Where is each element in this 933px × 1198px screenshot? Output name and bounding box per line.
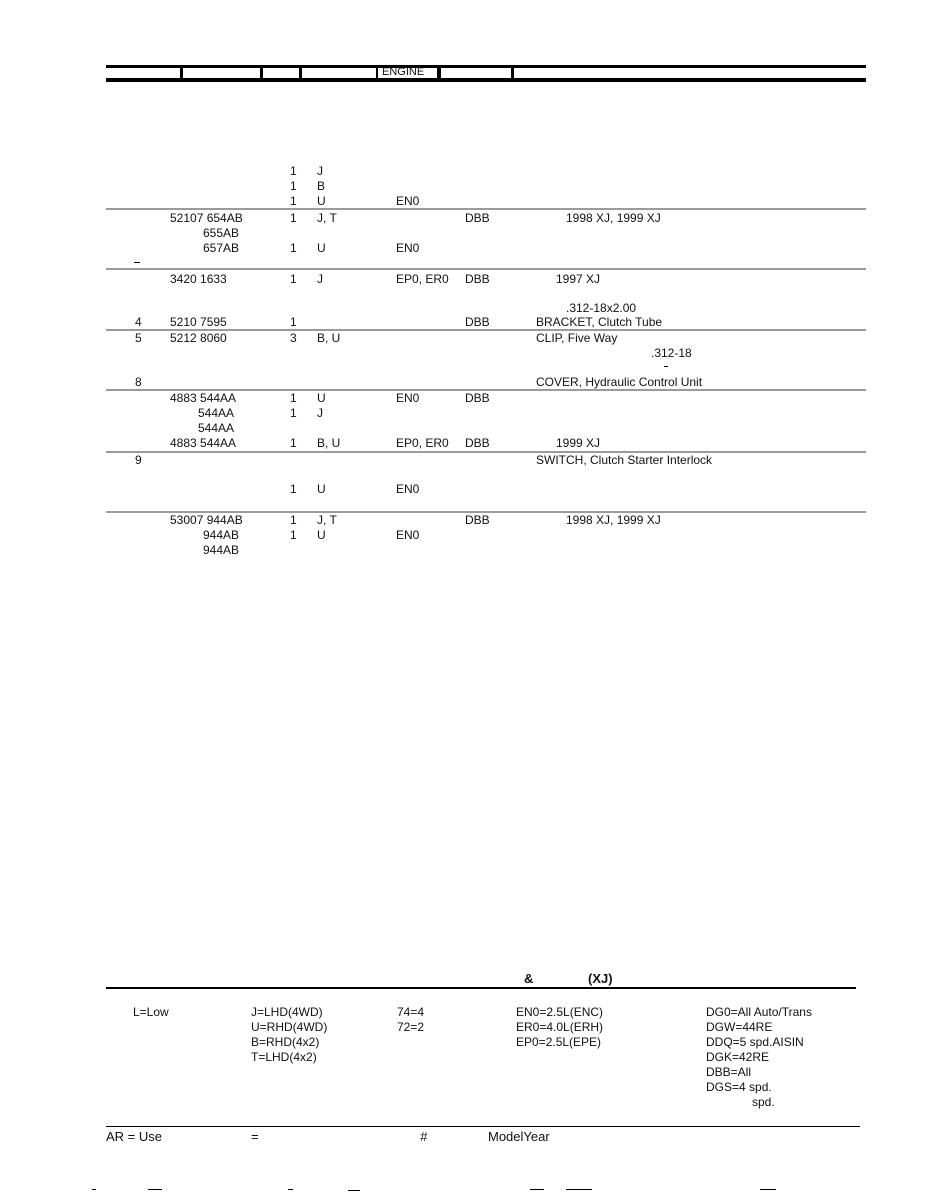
row-separator <box>106 268 866 270</box>
legend-code: DDQ=5 spd.AISIN <box>706 1035 804 1049</box>
legend-code: J=LHD(4WD) <box>251 1005 323 1019</box>
legend-code: 74=4 <box>397 1005 425 1019</box>
model-cell: J <box>317 272 323 286</box>
engine-cell: EN0 <box>396 194 420 208</box>
scan-mark <box>134 262 140 263</box>
model-cell: U <box>317 482 326 496</box>
part-number-cell: 944AB <box>203 528 240 542</box>
description-cell: .312-18 <box>651 346 692 360</box>
qty-cell: 1 <box>290 315 297 329</box>
legend-code: EP0=2.5L(EPE) <box>516 1035 602 1049</box>
model-cell: B, U <box>317 331 341 345</box>
part-number-cell: 3420 1633 <box>170 272 227 286</box>
note-cell: 1998 XJ, 1999 XJ <box>566 211 661 225</box>
qty-cell: 1 <box>290 179 297 193</box>
legend-code: U=RHD(4WD) <box>251 1020 328 1034</box>
note-cell: 1997 XJ <box>556 272 601 286</box>
part-number-cell: 544AA <box>198 406 235 420</box>
description-cell: SWITCH, Clutch Starter Interlock <box>536 453 713 467</box>
legend-code: DG0=All Auto/Trans <box>706 1005 812 1019</box>
engine-cell: EP0, ER0 <box>396 272 449 286</box>
part-number-cell: 53007 944AB <box>170 513 243 527</box>
footer-ar: AR = Use <box>106 1129 162 1144</box>
trans-cell: DBB <box>465 436 490 450</box>
scan-mark <box>92 1189 96 1190</box>
legend-code: EN0=2.5L(ENC) <box>516 1005 604 1019</box>
part-number-cell: 655AB <box>203 226 240 240</box>
model-cell: B, U <box>317 436 341 450</box>
footer-rule <box>106 1126 860 1127</box>
scan-mark <box>288 1189 293 1190</box>
engine-cell: EN0 <box>396 528 420 542</box>
trans-cell: DBB <box>465 272 490 286</box>
part-number-cell: 657AB <box>203 241 240 255</box>
row-separator <box>106 208 866 210</box>
model-cell: J <box>317 164 323 178</box>
qty-cell: 1 <box>290 406 297 420</box>
part-number-cell: 544AA <box>198 421 235 435</box>
qty-cell: 1 <box>290 482 297 496</box>
description-cell: BRACKET, Clutch Tube <box>536 315 663 329</box>
header-divider <box>437 67 441 78</box>
legend-code: spd. <box>752 1095 775 1109</box>
header-divider <box>260 68 263 79</box>
header-divider <box>180 68 183 79</box>
note-cell: 1998 XJ, 1999 XJ <box>566 513 661 527</box>
trans-cell: DBB <box>465 513 490 527</box>
legend-rule <box>106 987 856 989</box>
scan-mark <box>148 1189 162 1190</box>
legend-code: ER0=4.0L(ERH) <box>516 1020 604 1034</box>
item-number-cell: 8 <box>135 375 142 389</box>
model-cell: J, T <box>317 211 337 225</box>
engine-cell: EN0 <box>396 391 420 405</box>
note-cell: 1999 XJ <box>556 436 601 450</box>
qty-cell: 1 <box>290 211 297 225</box>
qty-cell: 1 <box>290 391 297 405</box>
model-cell: J <box>317 406 323 420</box>
legend-code: DGW=44RE <box>706 1020 773 1034</box>
legend-code: B=RHD(4x2) <box>251 1035 320 1049</box>
part-number-cell: 944AB <box>203 543 240 557</box>
trans-cell: DBB <box>465 315 490 329</box>
footer-hash: # <box>420 1129 428 1144</box>
qty-cell: 1 <box>290 241 297 255</box>
scan-mark <box>760 1189 776 1190</box>
header-divider <box>299 68 302 79</box>
header-engine-label: ENGINE <box>376 66 448 78</box>
item-number-cell: 5 <box>135 331 142 345</box>
row-separator <box>106 451 866 453</box>
description-cell: .312-18x2.00 <box>566 301 637 315</box>
trans-cell: DBB <box>465 211 490 225</box>
part-number-cell: 4883 544AA <box>170 391 237 405</box>
item-number-cell: 9 <box>135 453 142 467</box>
legend-code: T=LHD(4x2) <box>251 1050 317 1064</box>
qty-cell: 1 <box>290 436 297 450</box>
header-rule-top <box>106 65 866 68</box>
part-number-cell: 4883 544AA <box>170 436 237 450</box>
header-rule-bottom <box>106 78 866 82</box>
scan-mark <box>530 1189 544 1190</box>
model-cell: U <box>317 241 326 255</box>
legend-code: 72=2 <box>397 1020 425 1034</box>
qty-cell: 1 <box>290 272 297 286</box>
legend-code: DBB=All <box>706 1065 752 1079</box>
engine-cell: EP0, ER0 <box>396 436 449 450</box>
header-divider <box>511 68 514 79</box>
qty-cell: 3 <box>290 331 297 345</box>
part-number-cell: 5212 8060 <box>170 331 227 345</box>
model-cell: U <box>317 391 326 405</box>
legend-code: DGS=4 spd. <box>706 1080 772 1094</box>
footer-model-year: ModelYear <box>488 1129 550 1144</box>
description-cell: COVER, Hydraulic Control Unit <box>536 375 703 389</box>
model-cell: U <box>317 194 326 208</box>
legend-title-xj: (XJ) <box>588 971 613 986</box>
model-cell: J, T <box>317 513 337 527</box>
scan-mark <box>348 1190 360 1191</box>
qty-cell: 1 <box>290 164 297 178</box>
description-cell: CLIP, Five Way <box>536 331 618 345</box>
qty-cell: 1 <box>290 194 297 208</box>
legend-code: L=Low <box>133 1005 169 1019</box>
qty-cell: 1 <box>290 528 297 542</box>
engine-cell: EN0 <box>396 482 420 496</box>
engine-cell: EN0 <box>396 241 420 255</box>
part-number-cell: 52107 654AB <box>170 211 243 225</box>
model-cell: U <box>317 528 326 542</box>
model-cell: B <box>317 179 326 193</box>
scan-mark <box>664 366 668 367</box>
footer-eq: = <box>251 1129 259 1144</box>
qty-cell: 1 <box>290 513 297 527</box>
scan-mark <box>566 1189 592 1190</box>
legend-code: DGK=42RE <box>706 1050 770 1064</box>
part-number-cell: 5210 7595 <box>170 315 227 329</box>
legend-title-amp: & <box>524 971 534 986</box>
item-number-cell: 4 <box>135 315 142 329</box>
trans-cell: DBB <box>465 391 490 405</box>
